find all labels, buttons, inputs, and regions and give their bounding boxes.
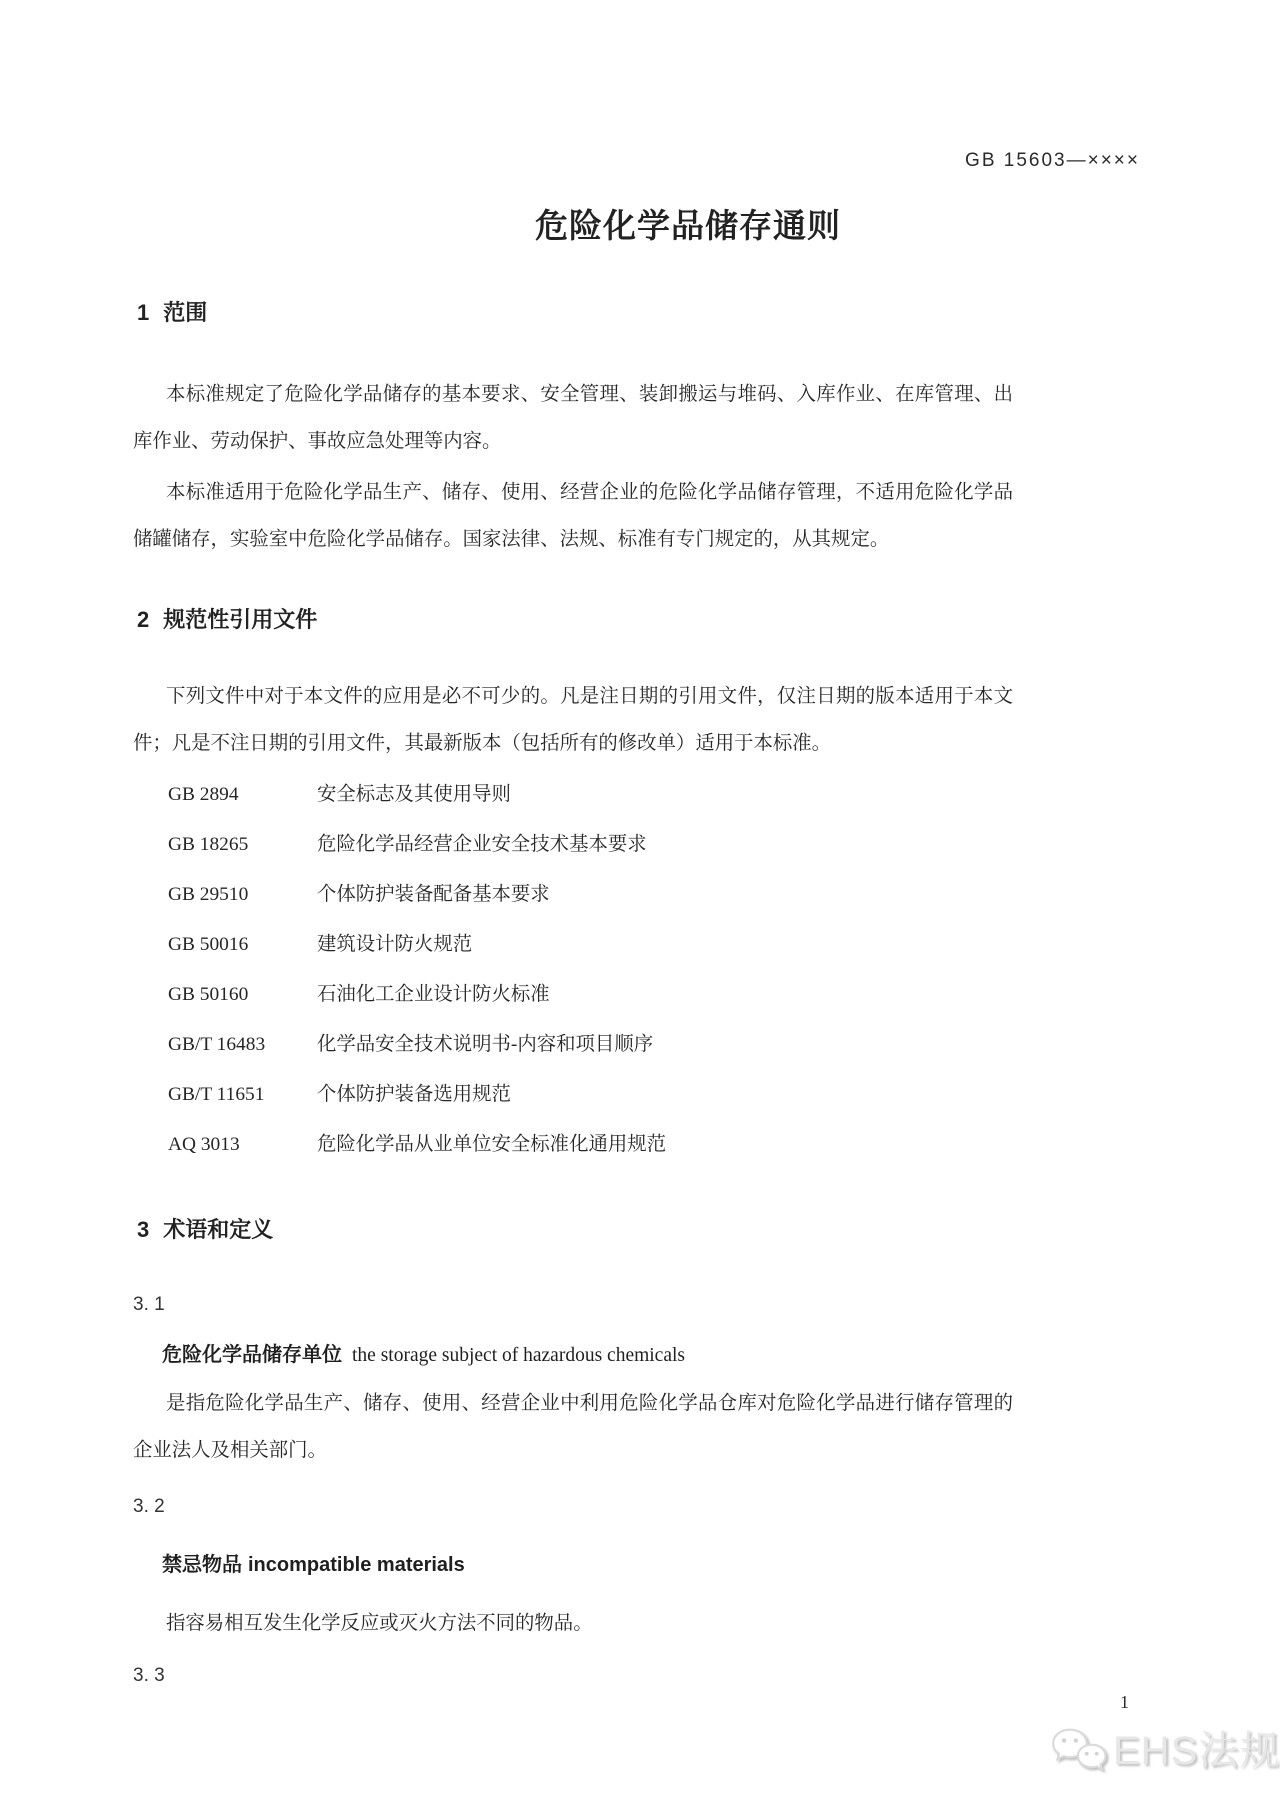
reference-item — [168, 920, 1280, 970]
reference-code: GB/T 11651 — [168, 1084, 265, 1105]
wechat-icon — [1050, 1726, 1108, 1776]
scope-paragraph-1: 本标准规定了危险化学品储存的基本要求、安全管理、装卸搬运与堆码、入库作业、在库管理、出库作业、劳动保护、事故应急处理等内容。 — [133, 384, 1013, 452]
document-title: 危险化学品储存通则 — [535, 207, 841, 244]
reference-title: 危险化学品从业单位安全标准化通用规范 — [317, 1134, 667, 1155]
section-2-heading — [137, 605, 1280, 635]
watermark — [1050, 1726, 1280, 1776]
term-3-2-definition: 指容易相互发生化学反应或灭火方法不同的物品。 — [166, 1613, 593, 1634]
section-1-heading — [137, 298, 1280, 328]
reference-item — [168, 1020, 1280, 1070]
section-3-title: 术语和定义 — [163, 1217, 274, 1242]
section-1-number: 1 — [137, 300, 150, 325]
term-3-2-chinese: 禁忌物品 — [162, 1554, 242, 1576]
reference-title: 个体防护装备选用规范 — [317, 1084, 511, 1105]
section-1-title: 范围 — [163, 300, 208, 325]
reference-code: AQ 3013 — [168, 1134, 240, 1155]
page-number: 1 — [1120, 1692, 1129, 1712]
reference-code: GB 2894 — [168, 784, 239, 805]
term-3-1-chinese: 危险化学品储存单位 — [162, 1344, 342, 1366]
reference-list — [168, 770, 1280, 1170]
reference-code: GB/T 16483 — [168, 1034, 266, 1055]
term-3-1-name — [162, 1340, 1280, 1372]
reference-item — [168, 970, 1280, 1020]
watermark-text: EHS法规 — [1113, 1729, 1280, 1773]
reference-code: GB 29510 — [168, 884, 249, 905]
section-2-title: 规范性引用文件 — [163, 607, 318, 632]
section-3-heading — [137, 1215, 1280, 1245]
section-3-number: 3 — [137, 1217, 150, 1242]
reference-item — [168, 1120, 1280, 1170]
term-3-2-english: incompatible materials — [248, 1554, 465, 1576]
reference-code: GB 50016 — [168, 934, 249, 955]
reference-title: 个体防护装备配备基本要求 — [317, 884, 550, 905]
reference-title: 化学品安全技术说明书-内容和项目顺序 — [317, 1034, 654, 1055]
section-2-number: 2 — [137, 607, 150, 632]
term-3-2-name — [162, 1550, 1280, 1582]
reference-item — [168, 870, 1280, 920]
term-3-1-english: the storage subject of hazardous chemicals — [352, 1345, 685, 1366]
reference-title: 危险化学品经营企业安全技术基本要求 — [317, 834, 647, 855]
reference-code: GB 50160 — [168, 984, 249, 1005]
scope-paragraph-2: 本标准适用于危险化学品生产、储存、使用、经营企业的危险化学品储存管理，不适用危险化学品储罐储存，实验室中危险化学品储存。国家法律、法规、标准有专门规定的，从其规定。 — [133, 482, 1013, 550]
reference-title: 安全标志及其使用导则 — [317, 784, 511, 805]
standard-number: GB 15603—×××× — [965, 150, 1140, 171]
term-3-1-number: 3. 1 — [133, 1294, 165, 1315]
reference-item — [168, 1070, 1280, 1120]
reference-code: GB 18265 — [168, 834, 249, 855]
reference-item — [168, 770, 1280, 820]
term-3-3-number: 3. 3 — [133, 1665, 165, 1686]
reference-title: 建筑设计防火规范 — [317, 934, 473, 955]
references-intro: 下列文件中对于本文件的应用是必不可少的。凡是注日期的引用文件，仅注日期的版本适用于本文件；凡是不注日期的引用文件，其最新版本（包括所有的修改单）适用于本标准。 — [133, 686, 1013, 754]
term-3-2-number: 3. 2 — [133, 1496, 165, 1517]
reference-title: 石油化工企业设计防火标准 — [317, 984, 550, 1005]
term-3-1-definition: 是指危险化学品生产、储存、使用、经营企业中利用危险化学品仓库对危险化学品进行储存管理的企业法人及相关部门。 — [133, 1393, 1013, 1461]
reference-item — [168, 820, 1280, 870]
